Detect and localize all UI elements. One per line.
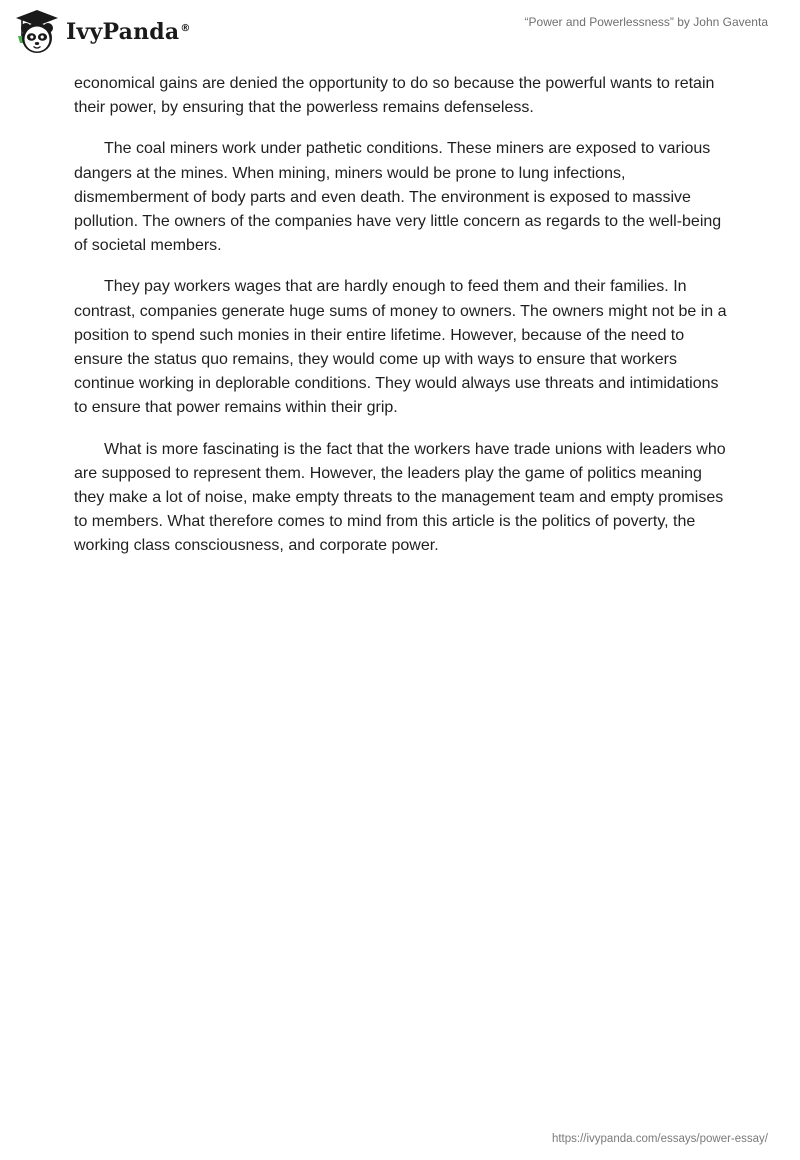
registered-mark: ® [180,22,191,34]
source-url-link[interactable]: https://ivypanda.com/essays/power-essay/ [551,1133,768,1145]
paragraph-continuation: economical gains are denied the opportunity to do so because the powerful wants to retain their power, by ensuring that the powerless remains defenseless. [74,75,715,117]
page-header [0,0,800,64]
panda-logo-icon [14,8,60,56]
ivypanda-logo[interactable] [14,8,191,56]
logo-name: IvyPanda [66,19,180,45]
essay-body [74,72,730,576]
paragraph: What is more fascinating is the fact that the workers have trade unions with leaders who are supposed to represent them. However, the leaders play the game of politics meaning they make a lot of noise, make empty threats to the management team and empty promises to members. What therefore comes to mind from this article is the politics of poverty, the working class consciousness, and corporate power. [74,440,726,555]
paragraph: The coal miners work under pathetic conditions. These miners are exposed to various dangers at the mines. When mining, miners would be prone to lung infections, dismemberment of body parts and even death. The environment is exposed to massive pollution. The owners of the companies have very little concern as regards to the well-being of societal members. [74,140,722,255]
document-title: “Power and Powerlessness” by John Gaventa [524,15,768,29]
paragraph: They pay workers wages that are hardly enough to feed them and their families. In contrast, companies generate huge sums of money to owners. The owners might not be in a position to spend such monies in their entire lifetime. However, because of the need to ensure the status quo remains, they would come up with ways to ensure that workers continue working in deplorable conditions. They would always use threats and intimidations to ensure that power remains within their grip. [74,278,727,417]
logo-wordmark [66,19,191,45]
